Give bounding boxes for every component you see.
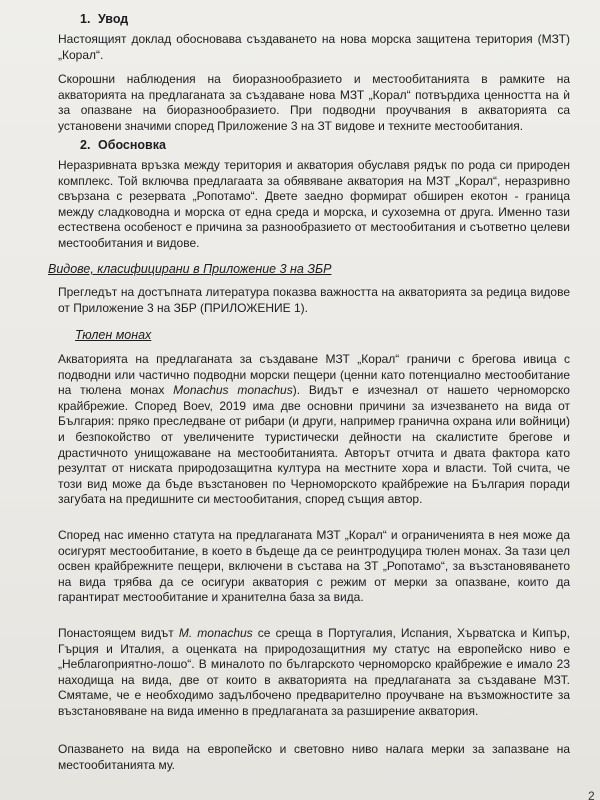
paragraph-text: се среща в Португалия, Испания, Хърватска и Кипър, Гърция и Италия, а оценката на природозащитния му статус на европейско ниво е „Неблагоприятно-лошо“. В миналото по българското черноморско крайбрежие е имало 23 находища на вида, две от които в акваторията на предлаганата за създаване МЗТ. Смятаме, че е необходимо задълбочено предварително проучване на възможностите за възстановяване на вида именно в предлаганата за разширение акватория. — [58, 626, 571, 718]
intro-paragraph-1: Настоящият доклад обосновава създаването на нова морска защитена територия (МЗТ) „Корал“. — [58, 32, 570, 62]
species-subheading: Видове, класифицирани в Приложение 3 на ЗБР — [48, 262, 332, 276]
section-title: Обосновка — [98, 138, 166, 152]
monk-seal-subheading: Тюлен монах — [75, 328, 152, 342]
monk-seal-paragraph-2: Според нас именно статута на предлаганата МЗТ „Корал“ и ограниченията в нея може да осигурят местообитание, в което в бъдеще да се реинтродуцира тюлен монах. За тази цел освен крайбрежните пещери, включени в състава на ЗТ „Ропотамо“, за възстановяването на вида трябва да се осигури акватория с режим от мерки за опазване, които да гарантират местообитание и хранителна база за вида. — [58, 528, 570, 605]
species-intro-paragraph: Прегледът на достъпната литература показва важността на акваторията за редица видове от Приложение 3 на ЗБР (ПРИЛОЖЕНИЕ 1). — [58, 285, 570, 315]
monk-seal-paragraph-4: Опазването на вида на европейско и световно ниво налага мерки за запазване на местообитанията му. — [58, 742, 570, 772]
monk-seal-paragraph-1 — [58, 352, 570, 508]
section-number: 1. — [80, 12, 91, 26]
paragraph-text: Понастоящем видът — [58, 626, 179, 640]
section-number: 2. — [80, 138, 91, 152]
paragraph-text: ). Видът е изчезнал от нашето черноморско крайбрежие. Според Boev, 2019 има две основни причини за изчезването на вида от България: пряко преследване от рибари (и други, например гранична охрана или войници) и безпокойство от увеличените туристически дейности на скалистите брегове и драстичното унищожаване на местообитанията. Авторът отчита и двата фактора като резултат от ниската природозащитна култура на местните хора и власти. Той счита, че този вид може да бъде възстановен по Черноморското крайбрежие на България поради загубата на предишните си местообитания, според същия автор. — [58, 383, 570, 507]
section-heading-rationale — [80, 138, 166, 152]
monk-seal-paragraph-3 — [58, 626, 570, 720]
intro-paragraph-2: Скорошни наблюдения на биоразнообразието и местообитанията в рамките на акваторията на предлаганата за създаване нова МЗТ „Корал“ потвърдиха ценността на ѝ за опазване на биоразнообразието. При подводни проучвания в акваторията са установени значими според Приложение 3 на ЗТ видове и техните местообитания. — [58, 72, 570, 133]
page-number: 2 — [588, 789, 595, 800]
section-heading-intro — [80, 12, 128, 26]
latin-species-name: M. monachus — [178, 626, 253, 640]
latin-species-name: Monachus monachus — [173, 383, 293, 398]
rationale-paragraph: Неразривната връзка между територия и акватория обуславя рядък по рода си природен комплекс. Той включва предлагаата за обявяване акватория на МЗТ „Корал“, неразривно свързана с резервата „Ропотамо“. Двете заедно формират обширен екотон - граница между сладководна и морска от една среда и морска, и сухоземна от друга. Именно тази естествена особеност е причина за разнообразието от местообитания и съответно целеви местообитания и видове. — [58, 158, 570, 250]
section-title: Увод — [98, 12, 129, 26]
paragraph-text: Акваторията на предлаганата за създаване МЗТ „Корал“ граничи с брегова ивица с подводни или частично подводни морски пещери (ценни като потенциално местообитание на тюлена монах — [58, 352, 570, 398]
